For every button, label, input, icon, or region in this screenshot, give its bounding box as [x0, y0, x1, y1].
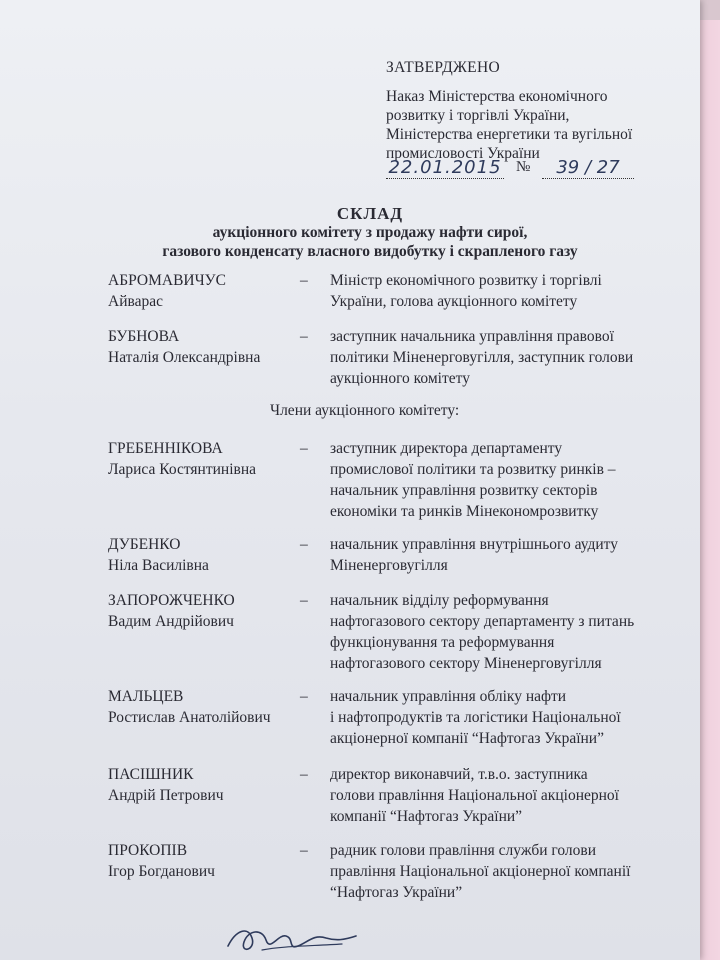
person-given-name: Лариса Костянтинівна	[108, 461, 256, 478]
person-surname: ЗАПОРОЖЧЕНКО	[108, 592, 235, 609]
person-role	[330, 590, 690, 674]
members-heading: Члени аукціонного комітету:	[270, 402, 460, 419]
order-number: 39 / 27	[542, 157, 634, 179]
role-line: акціонерної компанії “Нафтогаз України”	[330, 730, 604, 747]
person-surname: БУБНОВА	[108, 328, 180, 345]
person-surname: МАЛЬЦЕВ	[108, 688, 184, 705]
person-role	[330, 840, 690, 903]
role-line: начальник управління обліку нафти	[330, 688, 567, 705]
dash-separator: –	[300, 766, 308, 783]
order-line: Міністерства енергетики та вугільної	[386, 126, 633, 143]
role-line: правління Національної акціонерної компанії	[330, 863, 631, 880]
person-name	[108, 840, 298, 882]
person-given-name: Вадим Андрійович	[108, 613, 234, 630]
document-title: СКЛАД	[336, 204, 404, 223]
person-surname: ДУБЕНКО	[108, 536, 181, 553]
role-line: директор виконавчий, т.в.о. заступника	[330, 766, 588, 783]
dash-separator: –	[300, 272, 308, 289]
role-line: України, голова аукціонного комітету	[330, 293, 578, 310]
order-line: розвитку і торгівлі України,	[386, 107, 570, 124]
approval-block	[386, 58, 686, 163]
person-surname: ПРОКОПІВ	[108, 842, 188, 859]
role-line: промислової політики та розвитку ринків –	[330, 461, 616, 478]
person-given-name: Андрій Петрович	[108, 787, 224, 804]
person-given-name: Айварас	[108, 293, 163, 310]
person-name	[108, 590, 298, 632]
order-description	[386, 87, 686, 163]
role-line: начальник відділу реформування	[330, 592, 549, 609]
role-line: Міненерговугілля	[330, 557, 448, 574]
role-line: начальник управління розвитку секторів	[330, 482, 598, 499]
role-line: заступник начальника управління правової	[330, 328, 614, 345]
role-line: аукціонного комітету	[330, 370, 470, 387]
role-line: нафтогазового сектору Міненерговугілля	[330, 655, 602, 672]
person-role	[330, 270, 690, 312]
person-name	[108, 686, 298, 728]
approved-stamp-title: ЗАТВЕРДЖЕНО	[386, 59, 500, 76]
role-line: політики Міненерговугілля, заступник голови	[330, 349, 634, 366]
role-line: функціонування та реформування	[330, 634, 555, 651]
dash-separator: –	[300, 536, 308, 553]
person-role	[330, 686, 690, 749]
role-line: радник голови правління служби голови	[330, 842, 597, 859]
person-given-name: Ростислав Анатолійович	[108, 709, 271, 726]
role-line: начальник управління внутрішнього аудиту	[330, 536, 618, 553]
person-role	[330, 326, 690, 389]
dash-separator: –	[300, 440, 308, 457]
person-role	[330, 534, 690, 576]
person-role	[330, 764, 690, 827]
person-given-name: Ігор Богданович	[108, 863, 215, 880]
person-surname: АБРОМАВИЧУС	[108, 272, 226, 289]
order-line: промисловості України	[386, 145, 540, 162]
number-sign: №	[516, 159, 531, 175]
person-name	[108, 764, 298, 806]
person-surname: ГРЕБЕННІКОВА	[108, 440, 223, 457]
dash-separator: –	[300, 328, 308, 345]
role-line: нафтогазового сектору департаменту з питань	[330, 613, 635, 630]
dash-separator: –	[300, 842, 308, 859]
handwritten-signature	[222, 916, 362, 960]
person-role	[330, 438, 690, 522]
person-given-name: Наталія Олександрівна	[108, 349, 261, 366]
document-heading	[120, 204, 620, 261]
person-name	[108, 270, 298, 312]
document-subtitle-line: газового конденсату власного видобутку і скрапленого газу	[162, 243, 578, 260]
role-line: компанії “Нафтогаз України”	[330, 808, 523, 825]
person-name	[108, 438, 298, 480]
role-line: і нафтопродуктів та логістики Національної	[330, 709, 621, 726]
order-date: 22.01.2015	[386, 157, 504, 179]
person-name	[108, 326, 298, 368]
role-line: голови правління Національної акціонерної	[330, 787, 619, 804]
role-line: Міністр економічного розвитку і торгівлі	[330, 272, 602, 289]
document-subtitle-line: аукціонного комітету з продажу нафти сирої,	[212, 224, 528, 241]
order-date-number	[386, 155, 686, 181]
role-line: економіки та ринків Мінекономрозвитку	[330, 503, 599, 520]
role-line: “Нафтогаз України”	[330, 884, 463, 901]
person-name	[108, 534, 298, 576]
dash-separator: –	[300, 688, 308, 705]
person-surname: ПАСІШНИК	[108, 766, 194, 783]
dash-separator: –	[300, 592, 308, 609]
role-line: заступник директора департаменту	[330, 440, 563, 457]
person-given-name: Ніла Василівна	[108, 557, 209, 574]
order-line: Наказ Міністерства економічного	[386, 88, 608, 105]
